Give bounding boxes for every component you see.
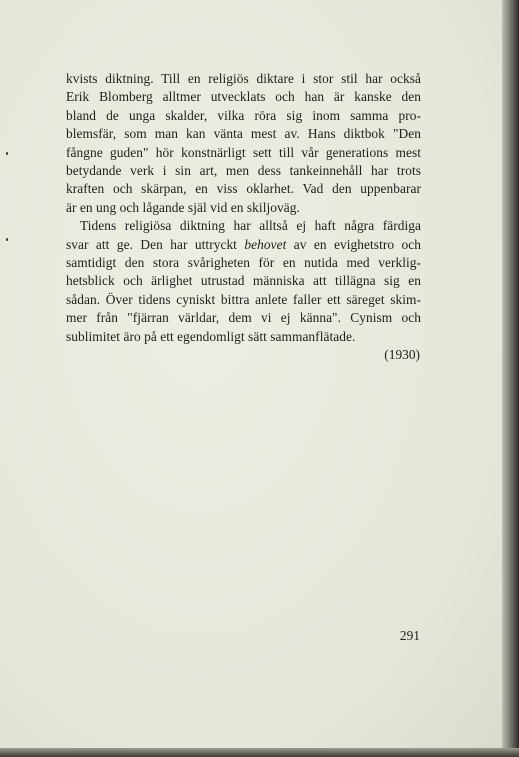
year-label: (1930)	[384, 347, 420, 362]
text-line: sådan. Över tidens cyniskt bittra anlete faller ett säreget skim-	[66, 291, 421, 307]
page-number: 291	[399, 628, 420, 643]
paragraph-2	[66, 217, 421, 346]
paragraph-1	[66, 70, 421, 217]
text-line: mer från "fjärran världar, dem vi ej känna". Cynism och	[66, 310, 421, 326]
text-line: samtidigt den stora svårigheten för en nutida med verklig-	[66, 255, 421, 271]
text-line: Tidens religiösa diktning har alltså ej haft några färdiga	[80, 218, 421, 234]
page-edge	[502, 0, 519, 757]
margin-mark	[6, 238, 8, 241]
text-line: fångne guden" hör konstnärligt sett till vår generations mest	[66, 144, 421, 160]
text-line: sublimitet äro på ett egendomligt sätt sammanflätade.	[66, 328, 356, 344]
page-bottom-edge	[0, 748, 519, 757]
text-segment: av en evighetstro och	[286, 236, 421, 252]
text-line: kraften och skärpan, en viss oklarhet. Vad den uppenbarar	[66, 181, 421, 197]
text-line: kvists diktning. Till en religiös diktare i stor stil har också	[66, 71, 421, 86]
text-line: hetsblick och ärlighet utrustad människa att tillägna sig en	[66, 273, 421, 289]
body-text	[66, 70, 421, 346]
text-line: är en ung och lågande själ vid en skiljoväg.	[66, 199, 300, 215]
text-line: blemsfär, som man kan vänta mest av. Hans diktbok "Den	[66, 126, 421, 142]
text-line: bland de unga skalder, vilka röra sig inom samma pro-	[66, 107, 421, 123]
text-segment: svar att ge. Den har uttryckt	[66, 236, 245, 252]
text-line	[66, 236, 421, 254]
margin-mark	[6, 152, 8, 155]
text-line: Erik Blomberg alltmer utvecklats och han är kanske den	[66, 89, 421, 105]
text-line: betydande verk i sin art, men dess tankeinnehåll har trots	[66, 163, 421, 179]
emphasized-word: behovet	[244, 236, 287, 252]
